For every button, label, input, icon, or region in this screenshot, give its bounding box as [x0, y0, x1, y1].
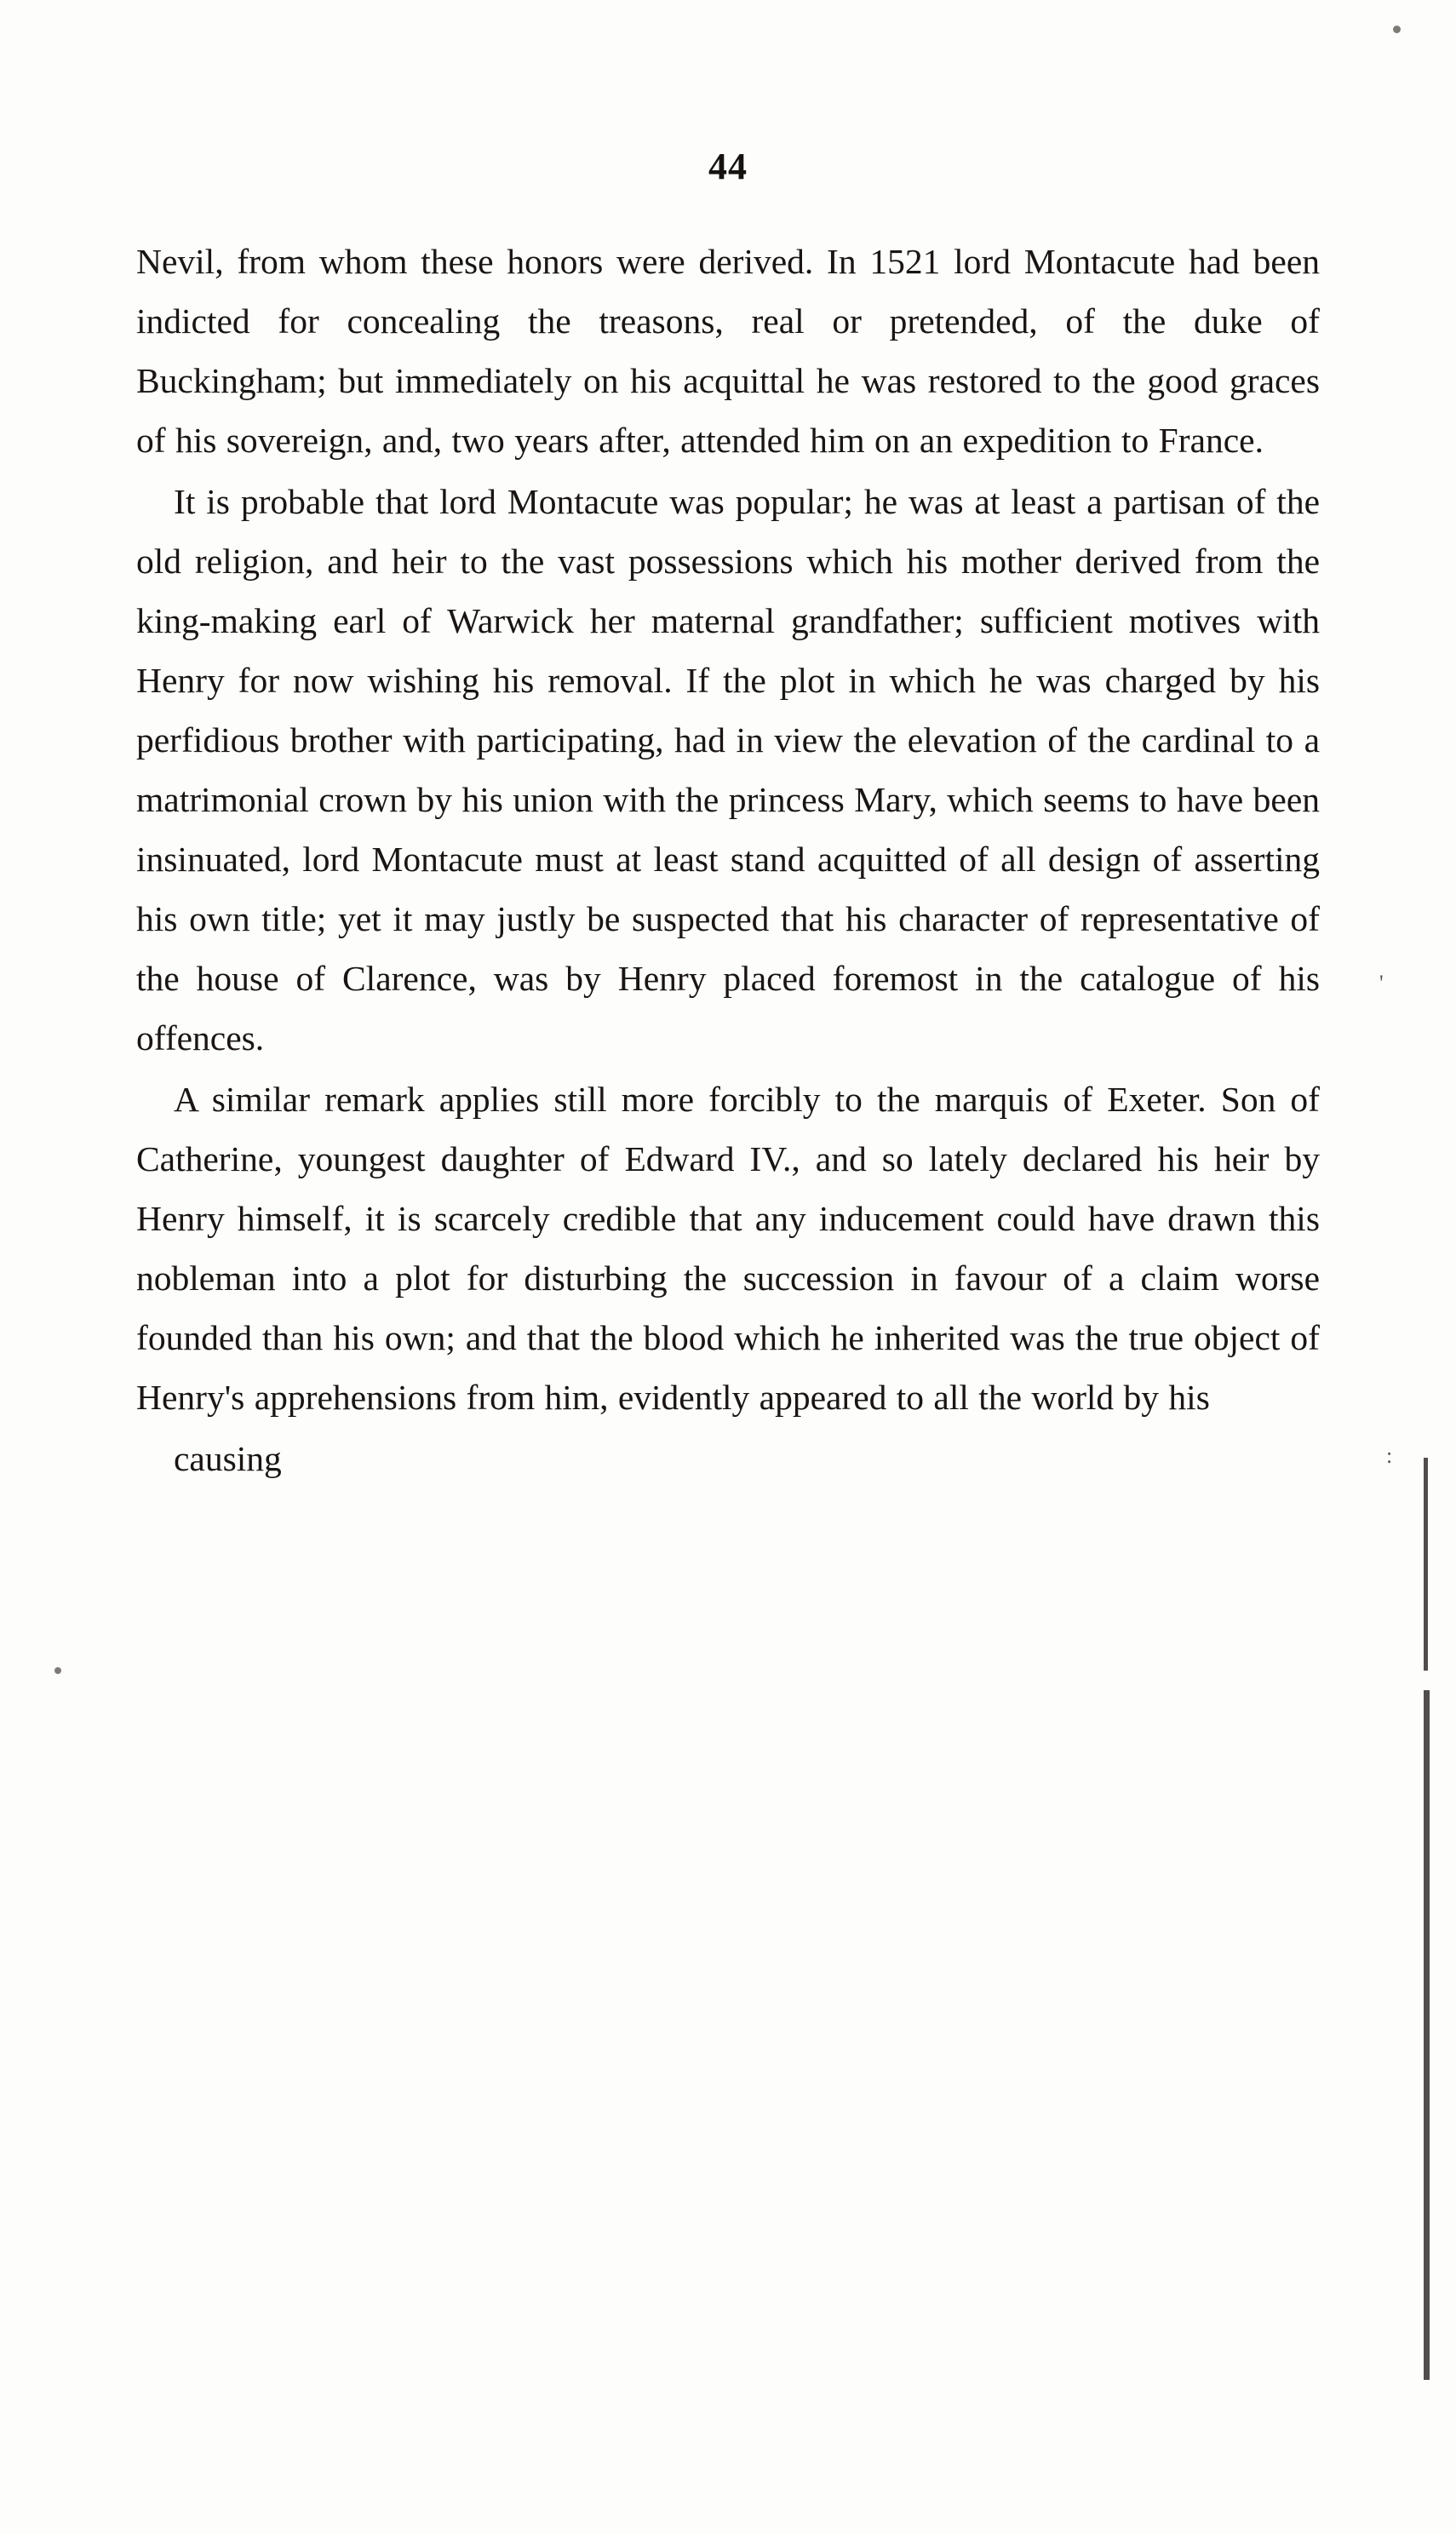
- margin-dots-right: :: [1386, 1443, 1393, 1468]
- scan-speck-top-right: [1393, 26, 1401, 33]
- paragraph-1: Nevil, from whom these honors were derived. In 1521 lord Montacute had been indicted for concealing the treasons, real or pretended, of the duke of Buckingham; but immediately on his acquittal he was restored to the good graces of his sovereign, and, two years after, attended him on an expedition to France.: [136, 242, 1320, 460]
- page-edge-artifact-lower: [1424, 1690, 1430, 2380]
- page-edge-artifact-upper: [1424, 1458, 1428, 1671]
- margin-tick-right: ': [1379, 971, 1384, 995]
- catchword: causing: [174, 1439, 282, 1478]
- paragraph-3: A similar remark applies still more forcibly to the marquis of Exeter. Son of Catherine, youngest daughter of Edward IV., and so lately declared his heir by Henry himself, it is scarcely credible that any inducement could have drawn this nobleman into a plot for disturbing the succession in favour of a claim worse founded than his own; and that the blood which he inherited was the true object of Henry's apprehensions from him, evidently appeared to all the world by his: [136, 1080, 1320, 1417]
- page-number: 44: [708, 146, 748, 187]
- page-body: [136, 232, 1320, 1490]
- paragraph-2: It is probable that lord Montacute was popular; he was at least a partisan of the old religion, and heir to the vast possessions which his mother derived from the king-making earl of Warwick her maternal grandfather; sufficient motives with Henry for now wishing his removal. If the plot in which he was charged by his perfidious brother with participating, had in view the elevation of the cardinal to a matrimonial crown by his union with the princess Mary, which seems to have been insinuated, lord Montacute must at least stand acquitted of all design of asserting his own title; yet it may justly be suspected that his character of representative of the house of Clarence, was by Henry placed foremost in the catalogue of his offences.: [136, 482, 1320, 1058]
- scan-speck-left: [54, 1667, 61, 1674]
